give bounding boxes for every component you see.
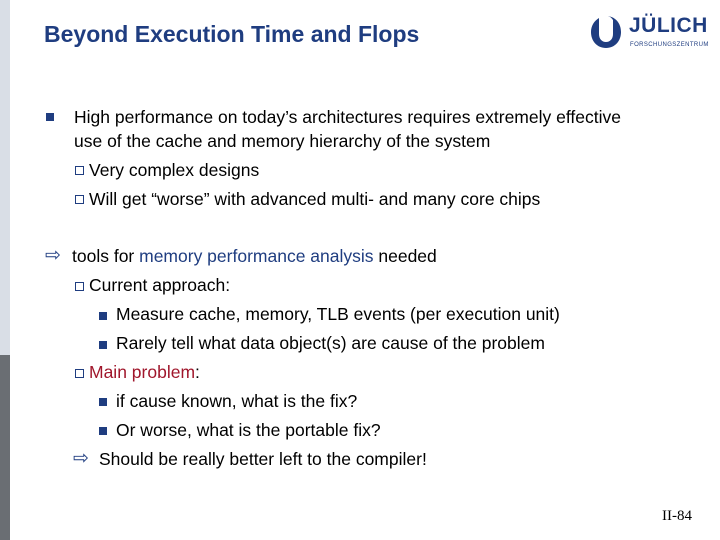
box-bullet-icon xyxy=(75,195,84,204)
arrow1-text xyxy=(72,246,437,267)
square-bullet-icon xyxy=(99,341,107,349)
arrow1-post: needed xyxy=(373,246,437,266)
arrow-right-icon: ⇨ xyxy=(45,245,61,266)
julich-logo-icon xyxy=(589,14,623,50)
box-bullet-icon xyxy=(75,166,84,175)
arrow-right-icon: ⇨ xyxy=(73,448,89,469)
slide-title: Beyond Execution Time and Flops xyxy=(44,21,420,47)
page-number: II-84 xyxy=(662,508,692,524)
arrow2-text: Should be really better left to the compiler! xyxy=(99,449,427,469)
square-bullet-icon xyxy=(99,312,107,320)
logo-wordmark: JÜLICH xyxy=(629,14,708,37)
bullet1-sub1: Very complex designs xyxy=(89,160,260,180)
bullet1-line2: use of the cache and memory hierarchy of the system xyxy=(74,131,491,151)
main-label: Main problem xyxy=(89,362,196,382)
logo-subtitle: FORSCHUNGSZENTRUM xyxy=(630,42,709,48)
left-decor-bar-dark xyxy=(0,355,10,540)
box-bullet-icon xyxy=(75,282,84,291)
arrow1-highlight: memory performance analysis xyxy=(139,246,374,266)
current-item-2: Rarely tell what data object(s) are cause of the problem xyxy=(116,333,545,353)
square-bullet-icon xyxy=(46,113,54,121)
square-bullet-icon xyxy=(99,427,107,435)
main-label-line xyxy=(89,362,200,383)
bullet1-line1: High performance on today’s architectures requires extremely effective xyxy=(74,107,621,127)
arrow1-pre: tools for xyxy=(72,246,140,266)
bullet1-sub2: Will get “worse” with advanced multi- and many core chips xyxy=(89,189,541,209)
square-bullet-icon xyxy=(99,398,107,406)
main-item-2: Or worse, what is the portable fix? xyxy=(116,420,381,440)
current-item-1: Measure cache, memory, TLB events (per execution unit) xyxy=(116,304,560,324)
main-colon: : xyxy=(195,362,200,382)
julich-logo xyxy=(589,14,713,54)
current-label: Current approach: xyxy=(89,275,231,295)
box-bullet-icon xyxy=(75,369,84,378)
main-item-1: if cause known, what is the fix? xyxy=(116,391,358,411)
